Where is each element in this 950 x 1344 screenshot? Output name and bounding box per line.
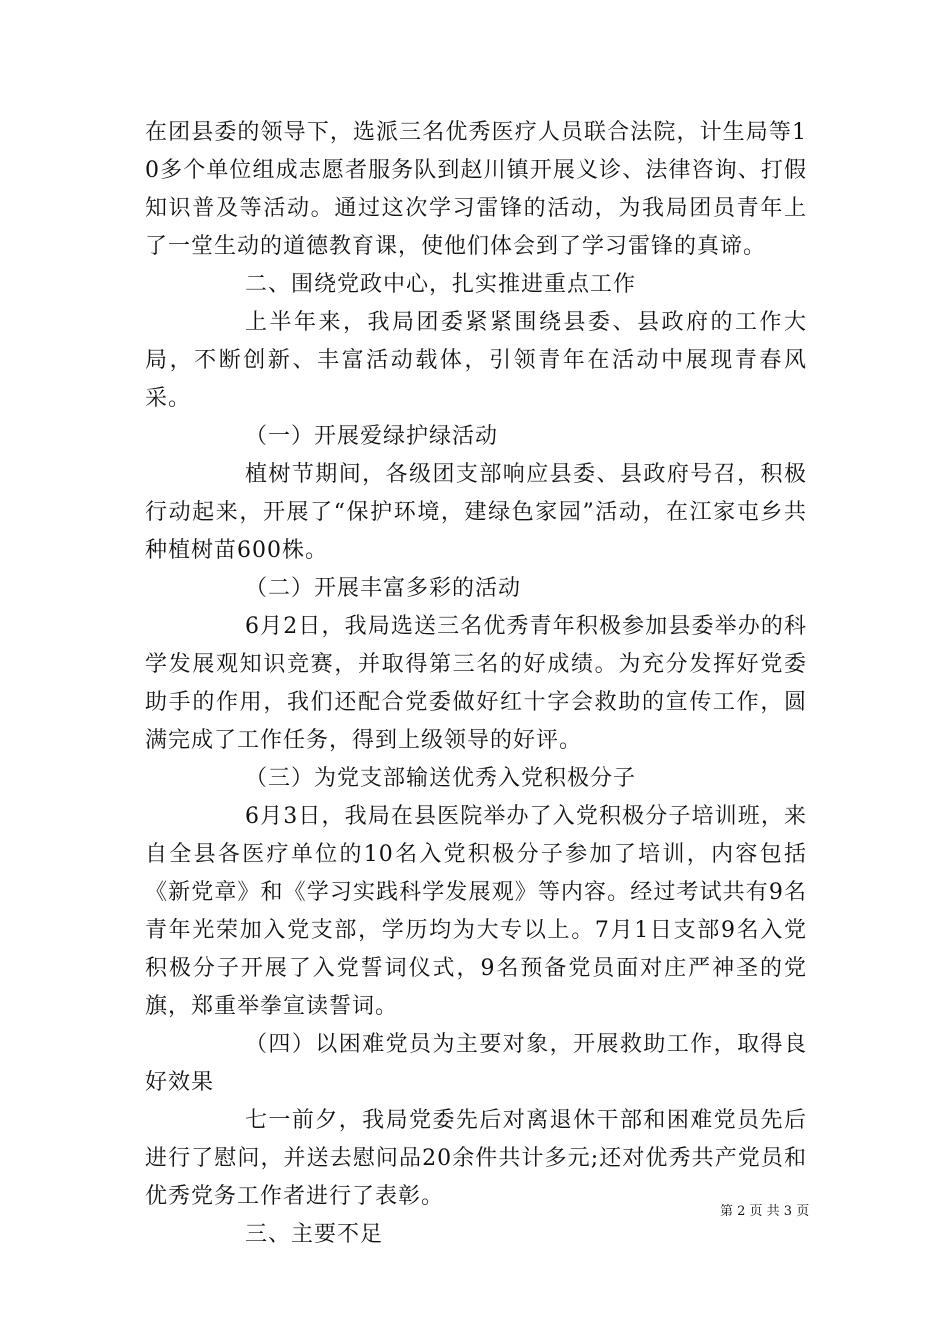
paragraph-july-visits: 七一前夕，我局党委先后对离退休干部和困难党员先后进行了慰问，并送去慰问品20余件共计多元;还对优秀共产党员和优秀党务工作者进行了表彰。 [145, 1108, 807, 1209]
subheading-party-activists: （三）为党支部输送优秀入党积极分子 [245, 766, 637, 791]
subheading-diverse-activities: （二）开展丰富多彩的活动 [245, 576, 522, 601]
page-number-footer: 第 2 页 共 3 页 [720, 1204, 810, 1219]
subheading-green-activity: （一）开展爱绿护绿活动 [245, 424, 499, 449]
subheading-assistance-work: （四）以困难党员为主要对象，开展救助工作，取得良好效果 [145, 1032, 807, 1095]
section-heading-3: 三、主要不足 [245, 1222, 384, 1247]
document-body [145, 114, 810, 1254]
paragraph-first-half-year: 上半年来，我局团委紧紧围绕县委、县政府的工作大局，不断创新、丰富活动载体，引领青年在活动中展现青春风采。 [145, 310, 807, 411]
paragraph-volunteer-service: 在团县委的领导下，选派三名优秀医疗人员联合法院，计生局等10多个单位组成志愿者服务队到赵川镇开展义诊、法律咨询、打假知识普及等活动。通过这次学习雷锋的活动，为我局团员青年上了一堂生动的道德教育课，使他们体会到了学习雷锋的真谛。 [145, 120, 807, 259]
paragraph-tree-planting: 植树节期间，各级团支部响应县委、县政府号召，积极行动起来，开展了“保护环境，建绿色家园”活动，在江家屯乡共种植树苗600株。 [145, 462, 807, 563]
paragraph-training-class: 6月3日，我局在县医院举办了入党积极分子培训班，来自全县各医疗单位的10名入党积极分子参加了培训，内容包括《新党章》和《学习实践科学发展观》等内容。经过考试共有9名青年光荣加入党支部，学历均为大专以上。7月1日支部9名入党积极分子开展了入党誓词仪式，9名预备党员面对庄严神圣的党旗，郑重举拳宣读誓词。 [145, 804, 807, 1019]
section-heading-2: 二、围绕党政中心，扎实推进重点工作 [245, 272, 637, 297]
paragraph-knowledge-contest: 6月2日，我局选送三名优秀青年积极参加县委举办的科学发展观知识竞赛，并取得第三名的好成绩。为充分发挥好党委助手的作用，我们还配合党委做好红十字会救助的宣传工作，圆满完成了工作任务，得到上级领导的好评。 [145, 614, 807, 753]
